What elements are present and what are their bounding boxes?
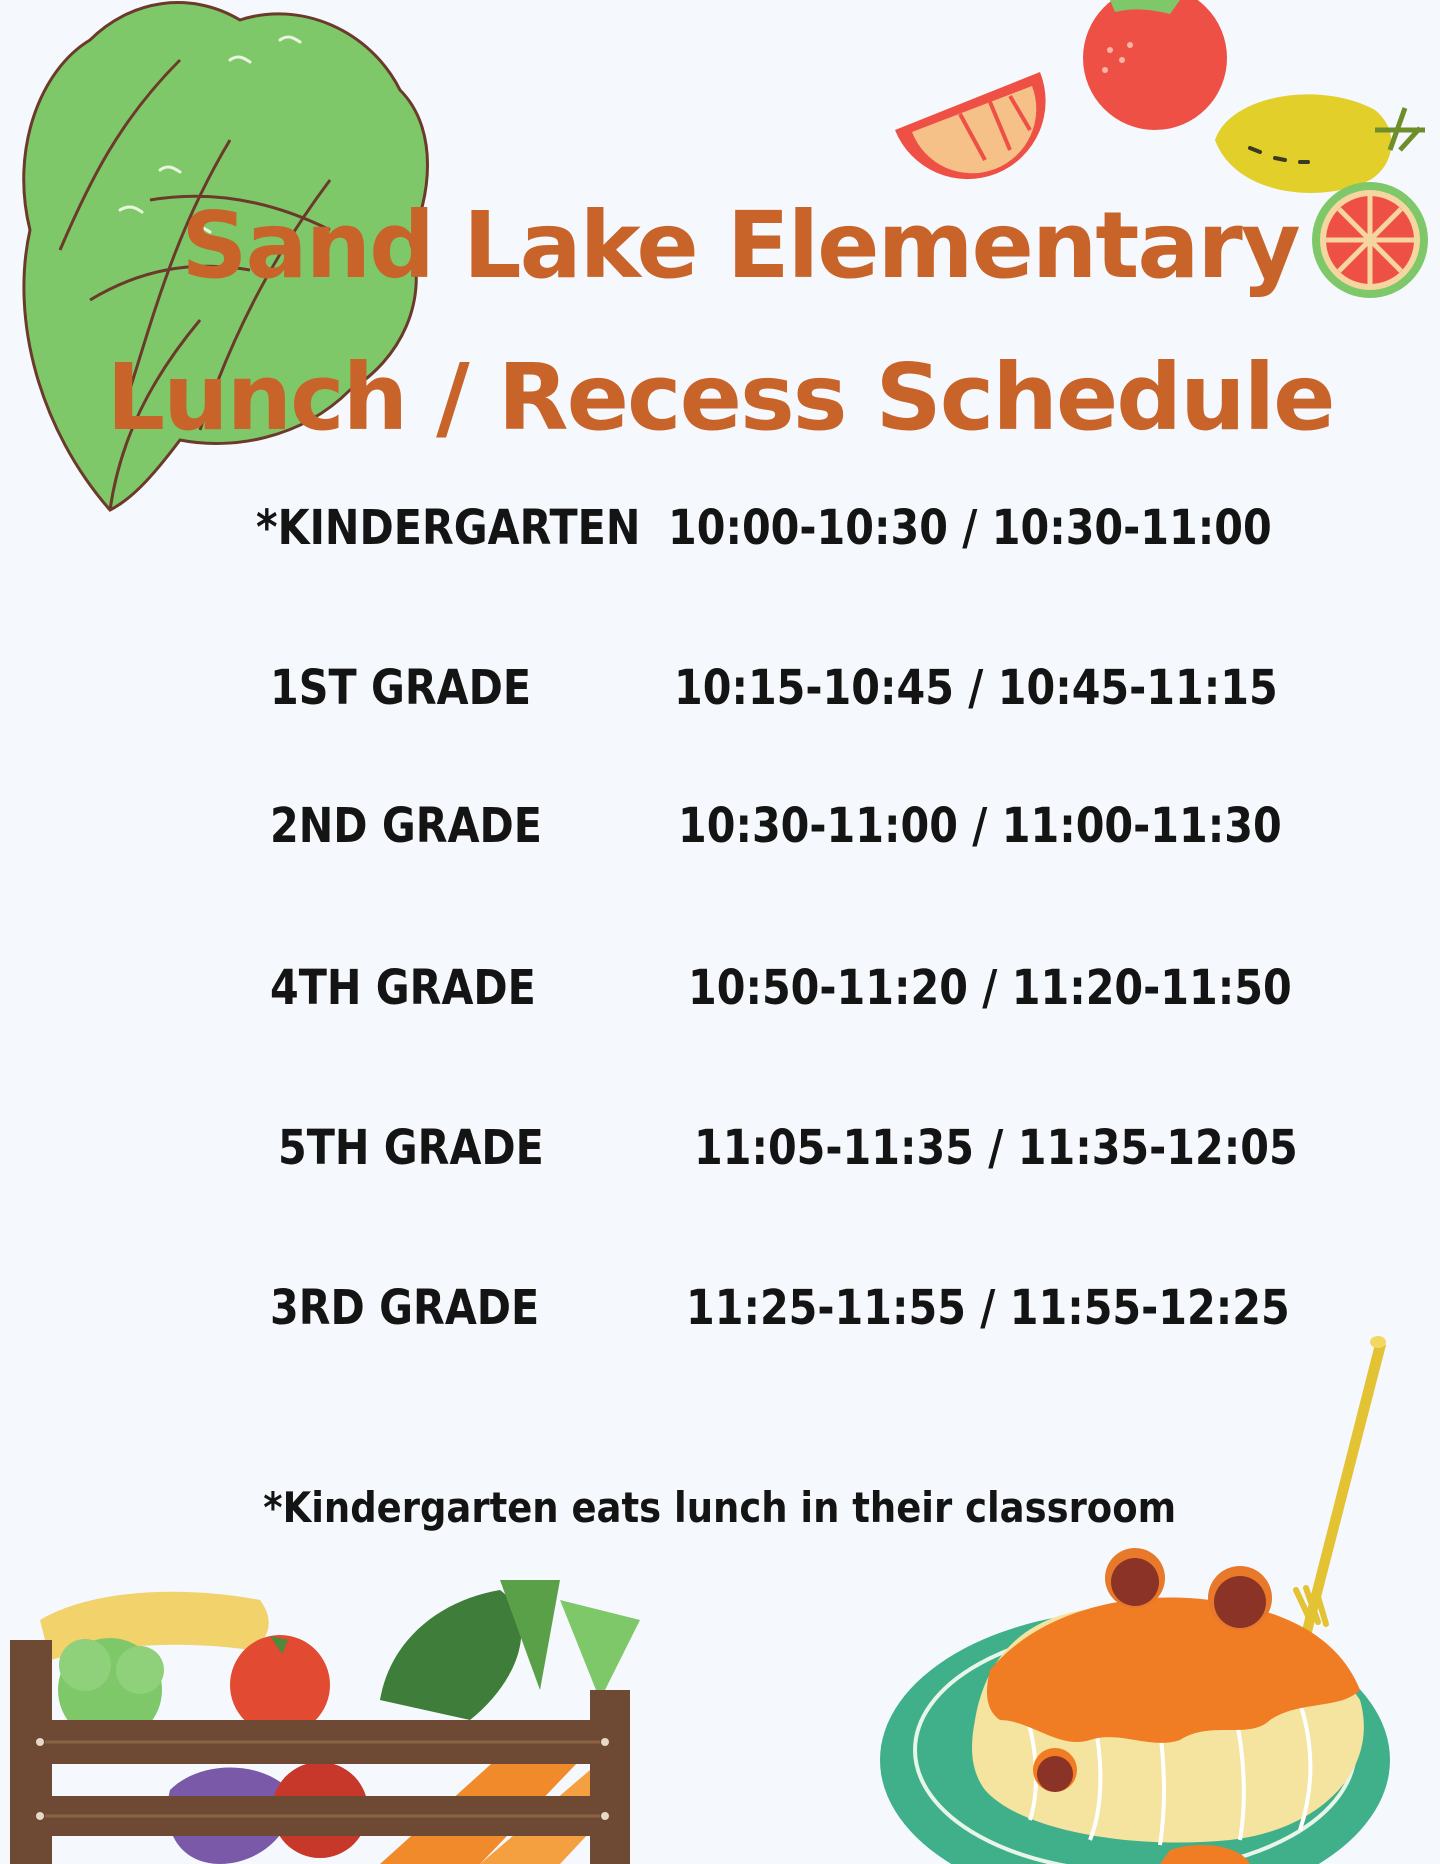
- time-range: 11:25-11:55 / 11:55-12:25: [686, 1280, 1290, 1336]
- grade-label: 2ND GRADE: [270, 798, 542, 854]
- schedule-row-kindergarten: [0, 498, 1440, 558]
- time-range: 10:15-10:45 / 10:45-11:15: [674, 660, 1278, 716]
- schedule-row-2nd-grade: [0, 796, 1440, 856]
- time-range: 10:00-10:30 / 10:30-11:00: [668, 500, 1272, 556]
- vegetable-crate-icon: [10, 1580, 640, 1864]
- grade-label: 3RD GRADE: [270, 1280, 540, 1336]
- schedule-row-3rd-grade: [0, 1278, 1440, 1338]
- kindergarten-footnote: [0, 1480, 1440, 1536]
- footnote-text: *Kindergarten eats lunch in their classroom: [263, 1483, 1177, 1532]
- time-range: 11:05-11:35 / 11:35-12:05: [694, 1120, 1298, 1176]
- schedule-row-4th-grade: [0, 958, 1440, 1018]
- time-range: 10:30-11:00 / 11:00-11:30: [678, 798, 1282, 854]
- schedule-row-1st-grade: [0, 658, 1440, 718]
- grade-label: 1ST GRADE: [270, 660, 532, 716]
- grade-label: 4TH GRADE: [270, 960, 536, 1016]
- grade-label: *KINDERGARTEN: [256, 500, 641, 556]
- time-range: 10:50-11:20 / 11:20-11:50: [688, 960, 1292, 1016]
- page-title-line1: Sand Lake Elementary: [181, 192, 1299, 299]
- schedule-row-5th-grade: [0, 1118, 1440, 1178]
- grade-label: 5TH GRADE: [278, 1120, 544, 1176]
- page-title-line2: Lunch / Recess Schedule: [106, 344, 1334, 451]
- spaghetti-plate-icon: [880, 1336, 1390, 1864]
